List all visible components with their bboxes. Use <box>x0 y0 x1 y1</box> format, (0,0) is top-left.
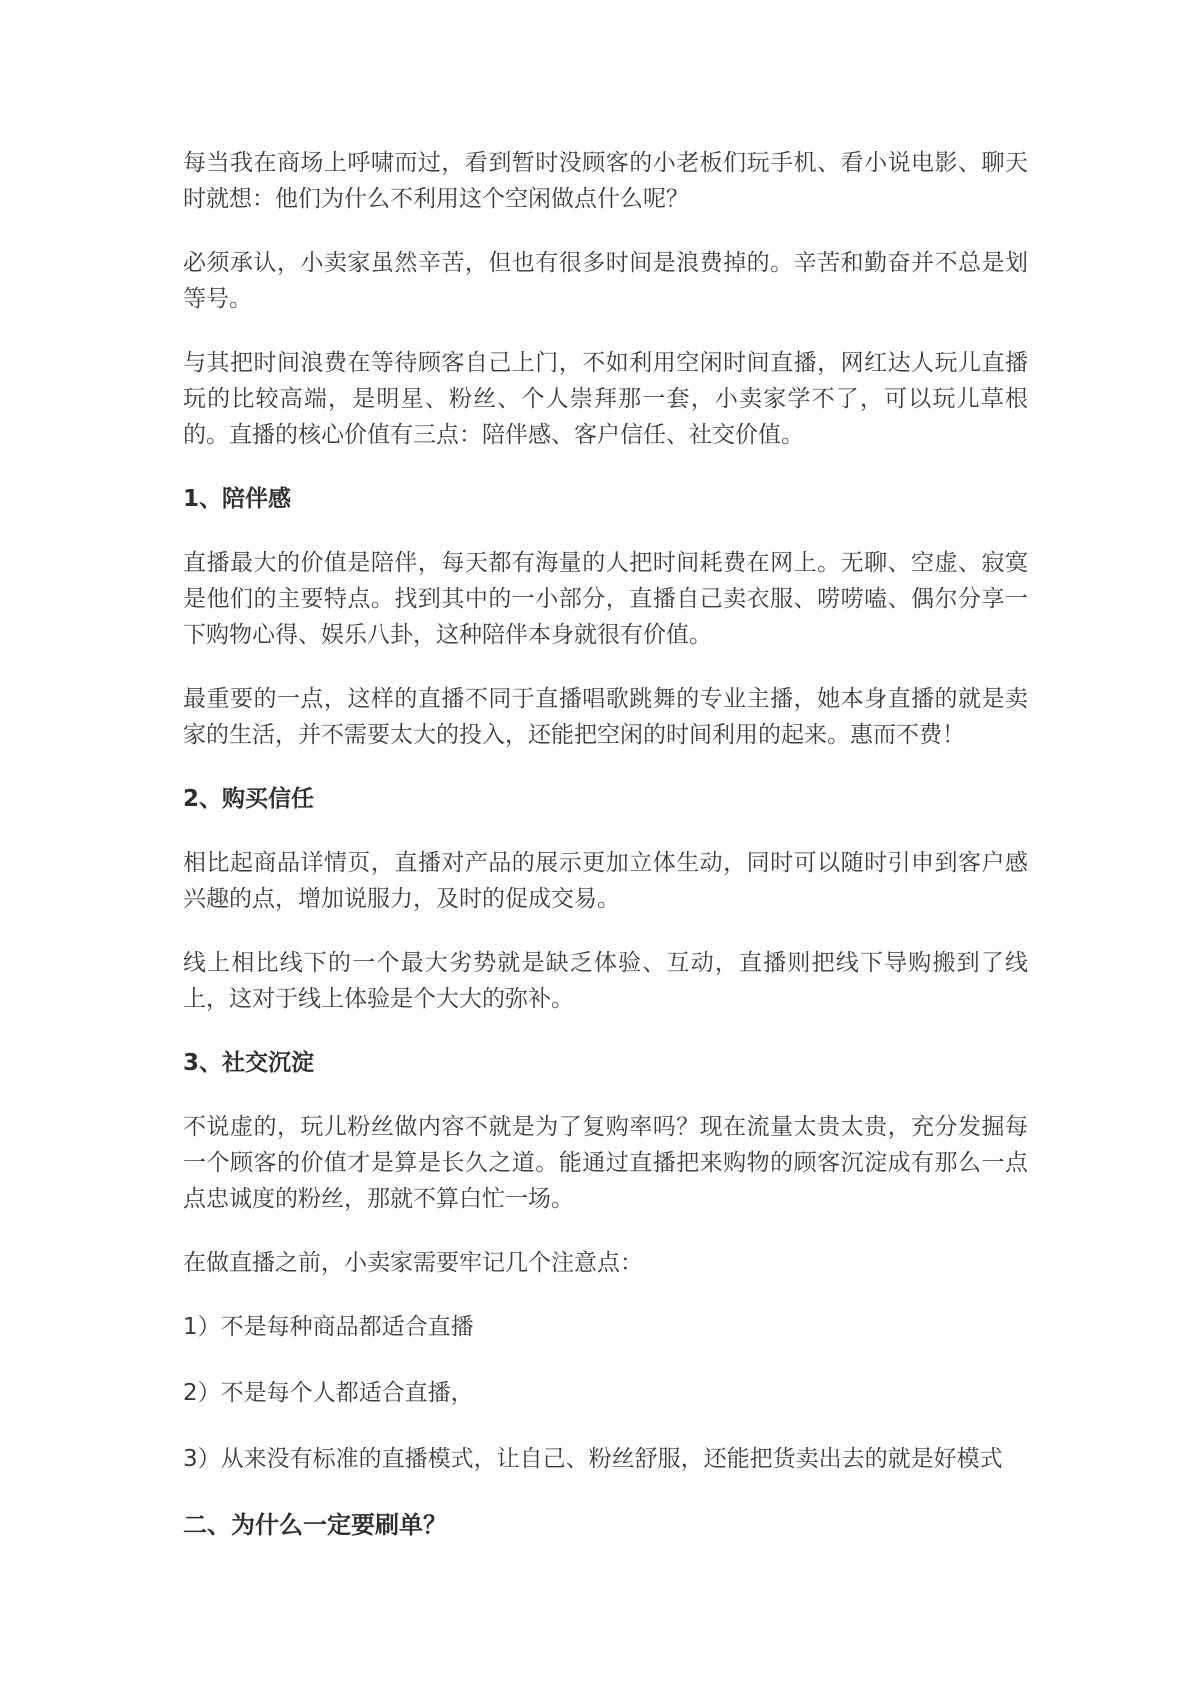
note-item-2: 2）不是每个人都适合直播， <box>183 1380 474 1406</box>
section-heading-social-retention: 3、社交沉淀 <box>183 1050 315 1076</box>
note-item-1: 1）不是每种商品都适合直播 <box>183 1314 474 1340</box>
section1-paragraph-2: 最重要的一点，这样的直播不同于直播唱歌跳舞的专业主播，她本身直播的就是卖家的生活，并不需要太大的投入，还能把空闲的时间利用的起来。惠而不费！ <box>183 686 1028 748</box>
note-item-3: 3）从来没有标准的直播模式，让自己、粉丝舒服，还能把货卖出去的就是好模式 <box>183 1446 1003 1472</box>
section2-paragraph-1: 相比起商品详情页，直播对产品的展示更加立体生动，同时可以随时引申到客户感兴趣的点，增加说服力，及时的促成交易。 <box>183 850 1028 912</box>
section3-paragraph-2: 在做直播之前，小卖家需要牢记几个注意点： <box>183 1250 643 1276</box>
section2-paragraph-2: 线上相比线下的一个最大劣势就是缺乏体验、互动，直播则把线下导购搬到了线上，这对于线上体验是个大大的弥补。 <box>183 950 1028 1012</box>
intro-paragraph-3: 与其把时间浪费在等待顾客自己上门，不如利用空闲时间直播，网红达人玩儿直播玩的比较高端，是明星、粉丝、个人崇拜那一套，小卖家学不了，可以玩儿草根的。直播的核心价值有三点：陪伴感、客户信任、社交价值。 <box>183 350 1028 448</box>
intro-paragraph-1: 每当我在商场上呼啸而过，看到暂时没顾客的小老板们玩手机、看小说电影、聊天时就想：他们为什么不利用这个空闲做点什么呢？ <box>183 150 1028 212</box>
intro-paragraph-2: 必须承认，小卖家虽然辛苦，但也有很多时间是浪费掉的。辛苦和勤奋并不总是划等号。 <box>183 250 1028 312</box>
section-heading-purchase-trust: 2、购买信任 <box>183 786 315 812</box>
section1-paragraph-1: 直播最大的价值是陪伴，每天都有海量的人把时间耗费在网上。无聊、空虚、寂寞是他们的主要特点。找到其中的一小部分，直播自己卖衣服、唠唠嗑、偶尔分享一下购物心得、娱乐八卦，这种陪伴本身就很有价值。 <box>183 550 1028 648</box>
article-body <box>183 145 1028 1571</box>
section-heading-companionship: 1、陪伴感 <box>183 486 292 512</box>
section3-paragraph-1: 不说虚的，玩儿粉丝做内容不就是为了复购率吗？现在流量太贵太贵，充分发掘每一个顾客的价值才是算是长久之道。能通过直播把来购物的顾客沉淀成有那么一点点忠诚度的粉丝，那就不算白忙一场。 <box>183 1114 1028 1212</box>
chapter-heading-why-brush-orders: 二、为什么一定要刷单？ <box>183 1511 447 1539</box>
